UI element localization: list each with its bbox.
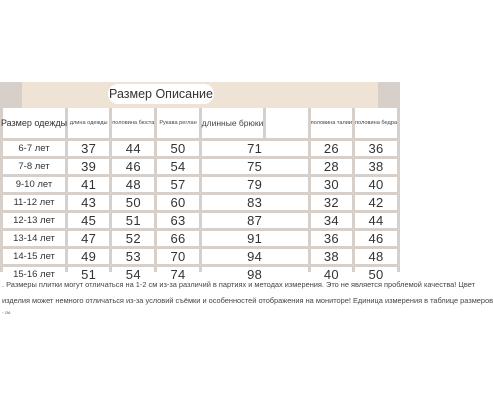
table-cell: 57 <box>157 177 198 192</box>
table-cell: 91 <box>202 231 308 246</box>
table-cell: 74 <box>157 267 198 282</box>
table-cell: 30 <box>311 177 352 192</box>
table-cell: 44 <box>355 213 397 228</box>
table-cell: 40 <box>311 267 352 282</box>
table-cell: 50 <box>112 195 154 210</box>
row-size-label: 12-13 лет <box>3 213 65 228</box>
table-cell: 79 <box>202 177 308 192</box>
table-cell: 41 <box>68 177 109 192</box>
note-line: - см. <box>2 310 12 315</box>
table-cell: 52 <box>112 231 154 246</box>
table-cell: 43 <box>68 195 109 210</box>
note-line: . Размеры плитки могут отличаться на 1-2 см из-за различий в партиях и методах измерения. Это не является проблемой качества! Цвет <box>2 280 475 289</box>
column-header: длина одежды <box>68 108 109 138</box>
table-cell: 46 <box>112 159 154 174</box>
row-size-label: 6-7 лет <box>3 141 65 156</box>
row-size-label: 9-10 лет <box>3 177 65 192</box>
table-cell: 26 <box>311 141 352 156</box>
column-header: половина бедра <box>355 108 397 138</box>
table-cell: 83 <box>202 195 308 210</box>
table-cell: 46 <box>355 231 397 246</box>
table-cell: 36 <box>311 231 352 246</box>
table-cell: 48 <box>112 177 154 192</box>
table-cell: 45 <box>68 213 109 228</box>
table-cell: 42 <box>355 195 397 210</box>
table-cell: 54 <box>112 267 154 282</box>
table-cell: 87 <box>202 213 308 228</box>
table-cell: 66 <box>157 231 198 246</box>
row-size-label: 15-16 лет <box>3 267 65 282</box>
table-cell: 34 <box>311 213 352 228</box>
row-size-label: 14-15 лет <box>3 249 65 264</box>
table-cell: 32 <box>311 195 352 210</box>
table-cell: 49 <box>68 249 109 264</box>
size-chart-title: Размер Описание <box>108 84 214 104</box>
table-cell: 28 <box>311 159 352 174</box>
table-cell: 51 <box>112 213 154 228</box>
table-cell: 71 <box>202 141 308 156</box>
table-cell: 50 <box>355 267 397 282</box>
table-cell: 70 <box>157 249 198 264</box>
size-notes <box>2 277 493 317</box>
table-cell: 63 <box>157 213 198 228</box>
table-cell: 39 <box>68 159 109 174</box>
column-header: Рукава реглан <box>157 108 198 138</box>
table-cell: 60 <box>157 195 198 210</box>
column-header: половина талии <box>311 108 352 138</box>
table-cell: 94 <box>202 249 308 264</box>
table-cell: 37 <box>68 141 109 156</box>
table-cell: 48 <box>355 249 397 264</box>
table-cell: 40 <box>355 177 397 192</box>
column-header: длинные брюки <box>202 108 264 138</box>
table-cell: 53 <box>112 249 154 264</box>
note-line: изделия может немного отличаться из-за условий съёмки и особенностей отображения на мониторе! Единица измерения в таблице размеров <box>2 296 493 305</box>
column-header: Размер одежды <box>3 108 65 138</box>
row-size-label: 13-14 лет <box>3 231 65 246</box>
table-cell: 47 <box>68 231 109 246</box>
column-header: половина бюста <box>112 108 154 138</box>
table-cell: 75 <box>202 159 308 174</box>
table-cell: 50 <box>157 141 198 156</box>
table-cell: 38 <box>311 249 352 264</box>
row-size-label: 7-8 лет <box>3 159 65 174</box>
table-cell: 54 <box>157 159 198 174</box>
row-size-label: 11-12 лет <box>3 195 65 210</box>
table-cell: 38 <box>355 159 397 174</box>
table-cell: 51 <box>68 267 109 282</box>
column-header <box>266 108 307 138</box>
table-cell: 98 <box>202 267 308 282</box>
size-table <box>0 108 397 282</box>
table-cell: 44 <box>112 141 154 156</box>
table-cell: 36 <box>355 141 397 156</box>
